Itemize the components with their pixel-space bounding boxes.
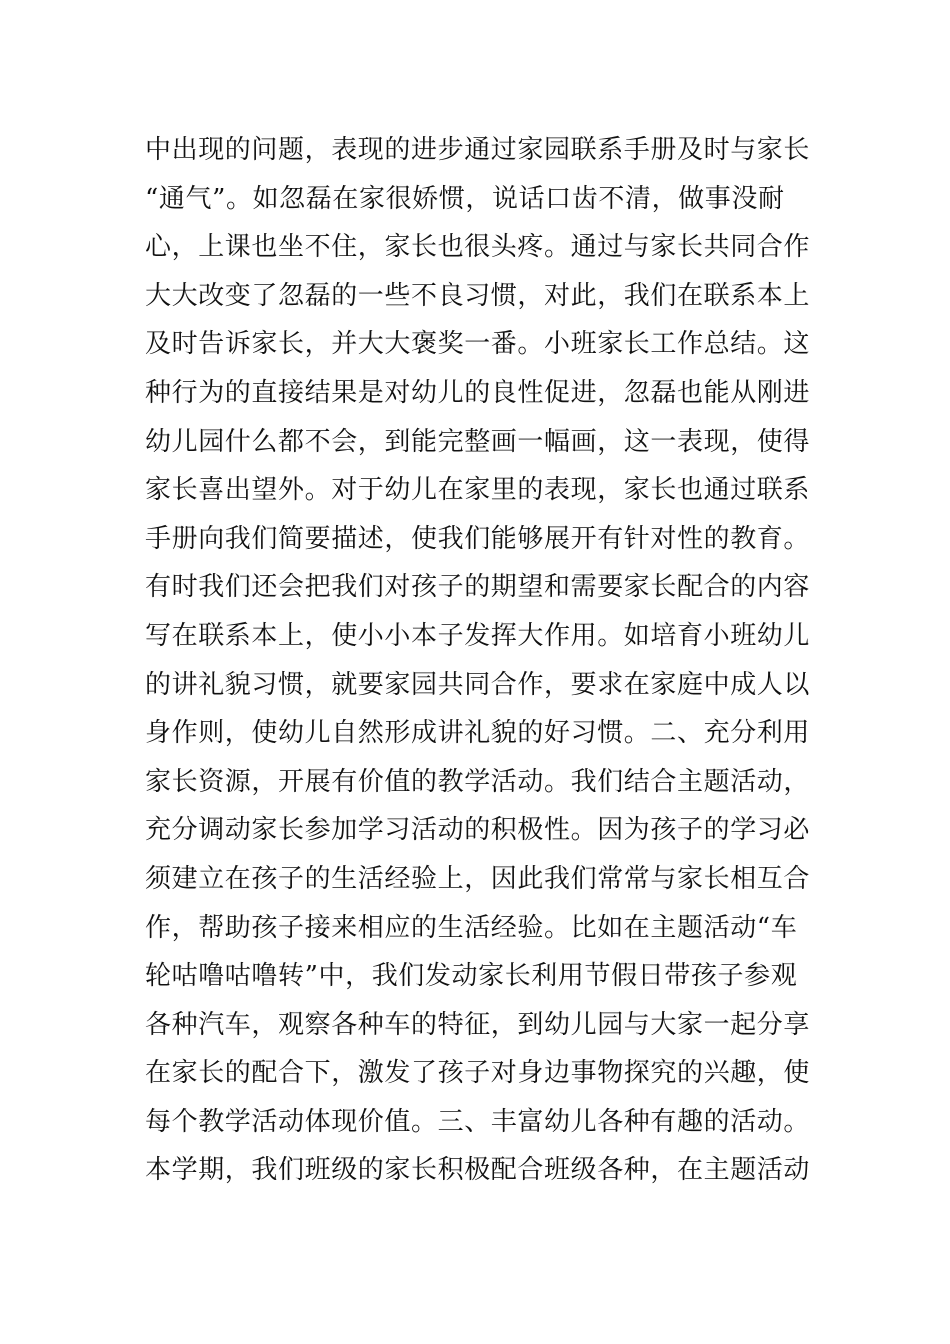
- text-line: 幼儿园什么都不会，到能完整画一幅画，这一表现，使得: [145, 426, 811, 457]
- text-line: 身作则，使幼儿自然形成讲礼貌的好习惯。二、充分利用: [145, 718, 811, 749]
- text-line: 各种汽车，观察各种车的特征，到幼儿园与大家一起分享: [145, 1009, 811, 1040]
- text-line: 有时我们还会把我们对孩子的期望和需要家长配合的内容: [145, 572, 811, 603]
- text-line: 写在联系本上，使小小本子发挥大作用。如培育小班幼儿: [145, 620, 811, 651]
- text-line: 作，帮助孩子接来相应的生活经验。比如在主题活动“车: [145, 912, 798, 943]
- text-line: 家长喜出望外。对于幼儿在家里的表现，家长也通过联系: [145, 475, 811, 506]
- text-line: 心，上课也坐不住，家长也很头疼。通过与家长共同合作: [145, 232, 811, 263]
- text-line: 须建立在孩子的生活经验上，因此我们常常与家长相互合: [145, 863, 811, 894]
- text-line: 及时告诉家长，并大大褒奖一番。小班家长工作总结。这: [145, 329, 811, 360]
- text-line: 大大改变了忽磊的一些不良习惯，对此，我们在联系本上: [145, 280, 811, 311]
- text-line: 充分调动家长参加学习活动的积极性。因为孩子的学习必: [145, 815, 811, 846]
- text-line: 本学期，我们班级的家长积极配合班级各种，在主题活动: [145, 1155, 811, 1186]
- text-line: 的讲礼貌习惯，就要家园共同合作，要求在家庭中成人以: [145, 669, 811, 700]
- text-line: 家长资源，开展有价值的教学活动。我们结合主题活动，: [145, 766, 811, 797]
- body-text: [145, 126, 815, 1195]
- text-line: 种行为的直接结果是对幼儿的良性促进，忽磊也能从刚进: [145, 377, 811, 408]
- text-line: “通气”。如忽磊在家很娇惯，说话口齿不清，做事没耐: [145, 183, 785, 214]
- text-line: 轮咕噜咕噜转”中，我们发动家长利用节假日带孩子参观: [145, 961, 798, 992]
- text-line: 在家长的配合下，激发了孩子对身边事物探究的兴趣，使: [145, 1058, 811, 1089]
- text-line: 中出现的问题，表现的进步通过家园联系手册及时与家长: [145, 135, 811, 165]
- text-line: 每个教学活动体现价值。三、丰富幼儿各种有趣的活动。: [145, 1106, 811, 1137]
- text-line: 手册向我们简要描述，使我们能够展开有针对性的教育。: [145, 523, 811, 554]
